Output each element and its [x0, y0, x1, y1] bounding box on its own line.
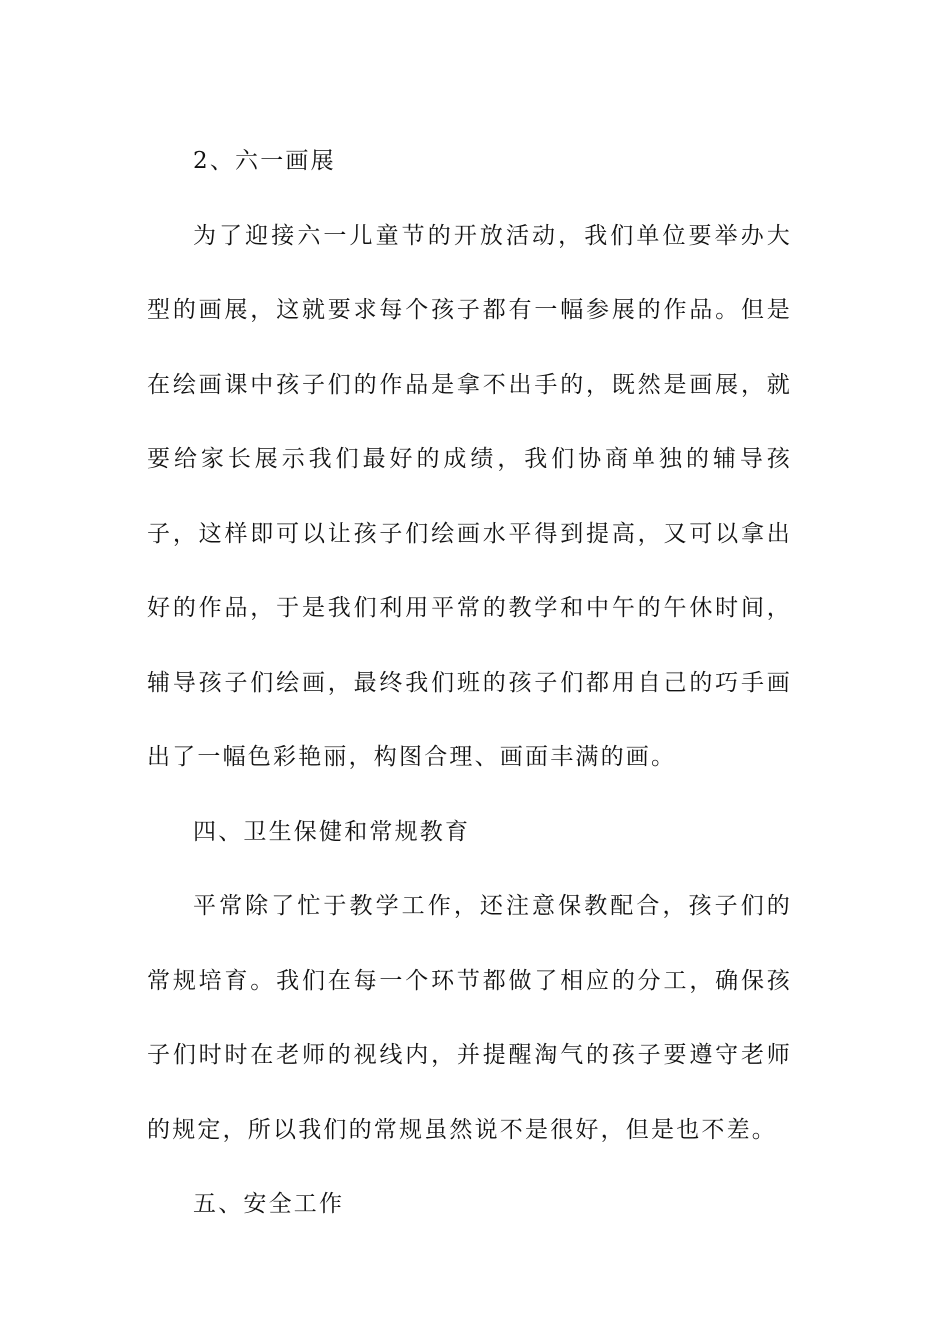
section-heading-safety: 五、安全工作 — [193, 1191, 345, 1217]
section-heading-hygiene-routine: 四、卫生保健和常规教育 — [193, 818, 471, 845]
document-body — [147, 124, 792, 1242]
paragraph-routine-description: 平常除了忙于教学工作，还注意保教配合，孩子们的常规培育。我们在每一个环节都做了相应的分工，确保孩子们时时在老师的视线内，并提醒淘气的孩子要遵守老师的规定，所以我们的常规虽然说不是很好，但是也不差。 — [147, 893, 792, 1143]
paragraph-exhibition-description: 为了迎接六一儿童节的开放活动，我们单位要举办大型的画展，这就要求每个孩子都有一幅参展的作品。但是在绘画课中孩子们的作品是拿不出手的，既然是画展，就要给家长展示我们最好的成绩，我们协商单独的辅导孩子，这样即可以让孩子们绘画水平得到提高，又可以拿出好的作品，于是我们利用平常的教学和中午的午休时间，辅导孩子们绘画，最终我们班的孩子们都用自己的巧手画出了一幅色彩艳丽，构图合理、画面丰满的画。 — [147, 222, 792, 770]
section-heading-children-day-exhibition: 2、六一画展 — [193, 148, 336, 174]
